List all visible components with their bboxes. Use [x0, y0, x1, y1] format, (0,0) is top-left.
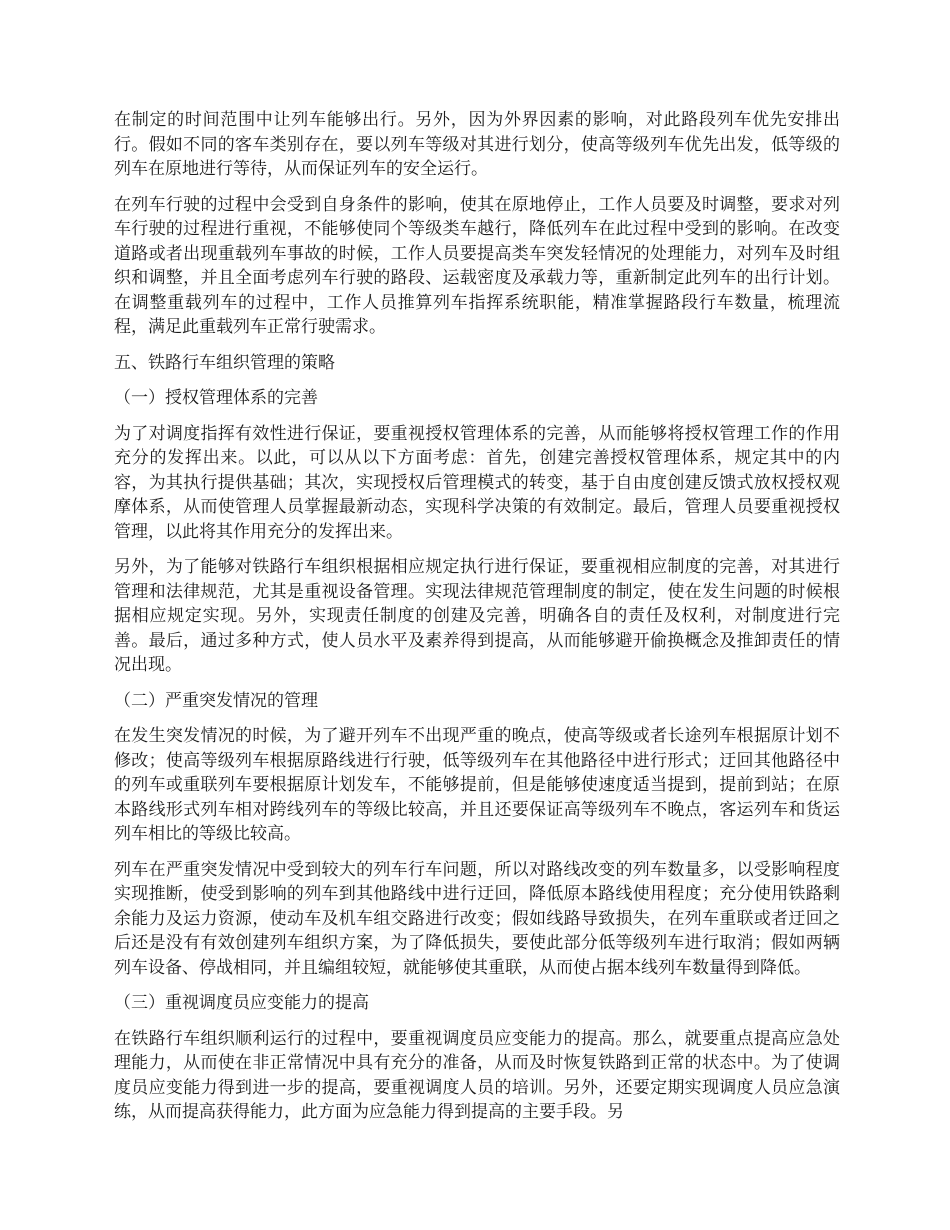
paragraph-2: 在列车行驶的过程中会受到自身条件的影响，使其在原地停止，工作人员要及时调整，要求对列车行驶的过程进行重视，不能够使同个等级类车越行，降低列车在此过程中受到的影响。在改变道路或者出现重载列车事故的时候，工作人员要提高类车突发轻情况的处理能力，对列车及时组织和调整，并且全面考虑列车行驶的路段、运载密度及承载力等，重新制定此列车的出行计划。在调整重载列车的过程中，工作人员推算列车指挥系统职能，精准掌握路段行车数量，梳理流程，满足此重载列车正常行驶需求。 [114, 194, 840, 337]
subheading-3: （三）重视调度员应变能力的提高 [114, 993, 369, 1013]
paragraph-6: 列车在严重突发情况中受到较大的列车行车问题，所以对路线改变的列车数量多，以受影响程度实现推断，使受到影响的列车到其他路线中进行迂回，降低原本路线使用程度；充分使用铁路剩余能力及运力资源，使动车及机车组交路进行改变；假如线路导致损失，在列车重联或者迂回之后还是没有有效创建列车组织方案，为了降低损失，要使此部分低等级列车进行取消；假如两辆列车设备、停战相同，并且编组较短，就能够使其重联，从而使占据本线列车数量得到降低。 [114, 859, 840, 978]
document-page [114, 108, 840, 1136]
section-heading-5: 五、铁路行车组织管理的策略 [114, 352, 335, 373]
paragraph-7: 在铁路行车组织顺利运行的过程中，要重视调度员应变能力的提高。那么，就要重点提高应急处理能力，从而使在非正常情况中具有充分的准备，从而及时恢复铁路到正常的状态中。为了使调度员应变能力得到进一步的提高，要重视调度人员的培训。另外，还要定期实现调度人员应急演练，从而提高获得能力，此方面为应急能力得到提高的主要手段。另 [114, 1028, 840, 1122]
paragraph-5: 在发生突发情况的时候，为了避开列车不出现严重的晚点，使高等级或者长途列车根据原计划不修改；使高等级列车根据原路线进行行驶，低等级列车在其他路径中进行形式；迂回其他路径中的列车或重联列车要根据原计划发车，不能够提前，但是能够使速度适当提到，提前到站；在原本路线形式列车相对跨线列车的等级比较高，并且还要保证高等级列车不晚点，客运列车和货运列车相比的等级比较高。 [114, 726, 840, 844]
subheading-2: （二）严重突发情况的管理 [114, 690, 318, 711]
paragraph-1: 在制定的时间范围中让列车能够出行。另外，因为外界因素的影响，对此路段列车优先安排出行。假如不同的客车类别存在，要以列车等级对其进行划分，使高等级列车优先出发，低等级的列车在原地进行等待，从而保证列车的安全运行。 [114, 110, 840, 179]
paragraph-4: 另外，为了能够对铁路行车组织根据相应规定执行进行保证，要重视相应制度的完善，对其进行管理和法律规范，尤其是重视设备管理。实现法律规范管理制度的制定，使在发生问题的时候根据相应规定实现。另外，实现责任制度的创建及完善，明确各自的责任及权利，对制度进行完善。最后，通过多种方式，使人员水平及素养得到提高，从而能够避开偷换概念及推卸责任的情况出现。 [114, 557, 840, 675]
subheading-1: （一）授权管理体系的完善 [114, 388, 318, 408]
paragraph-3: 为了对调度指挥有效性进行保证，要重视授权管理体系的完善，从而能够将授权管理工作的作用充分的发挥出来。以此，可以从以下方面考虑：首先，创建完善授权管理体系，规定其中的内容，为其执行提供基础；其次，实现授权后管理模式的转变，基于自由度创建反馈式放权授权观摩体系，从而使管理人员掌握最新动态，实现科学决策的有效制定。最后，管理人员要重视授权管理，以此将其作用充分的发挥出来。 [114, 423, 840, 542]
